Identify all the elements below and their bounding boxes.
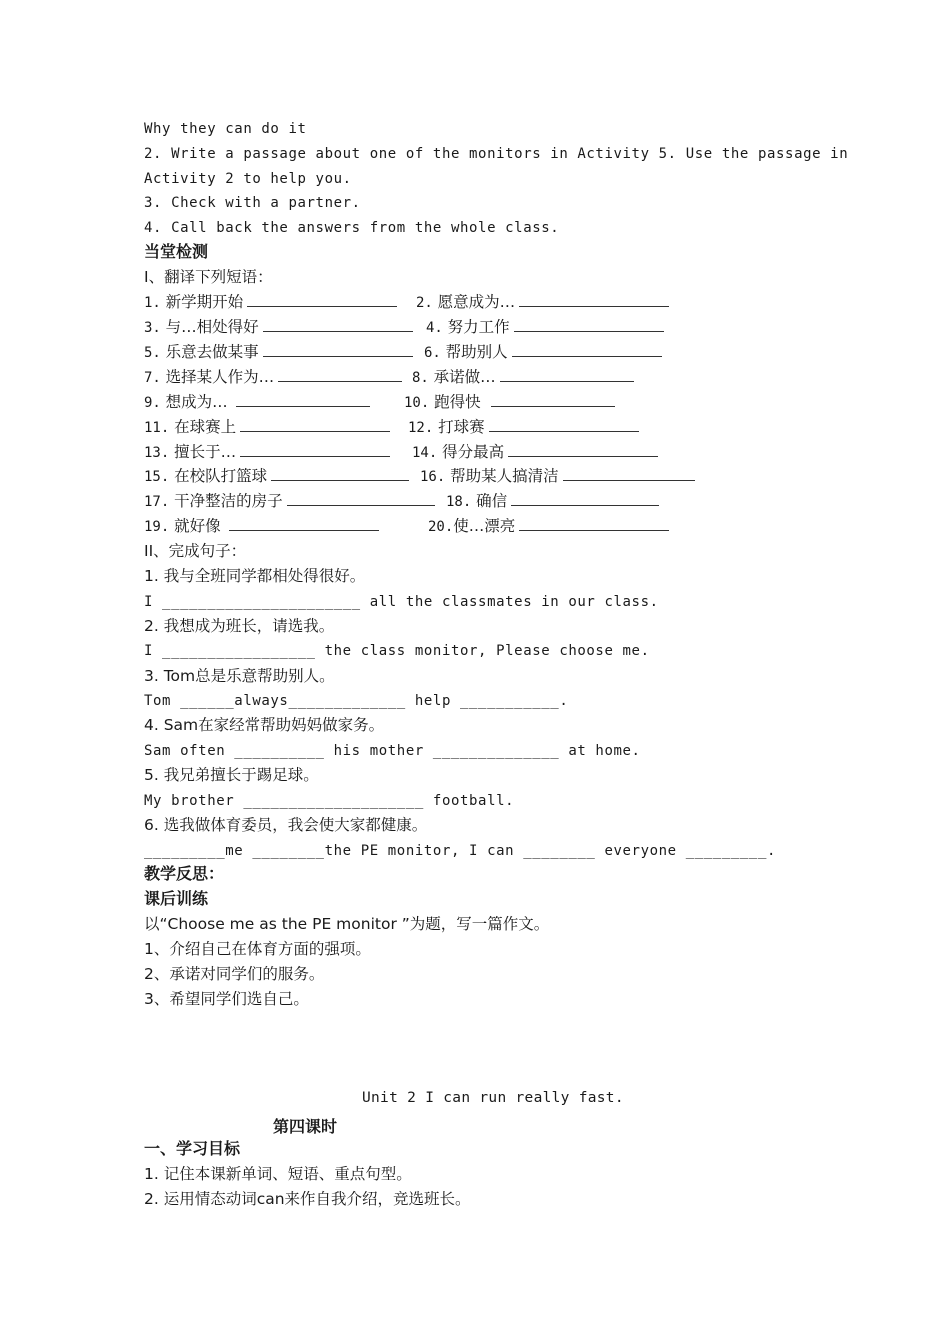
answer-blank[interactable]	[491, 392, 615, 407]
goal-item: 2. 运用情态动词can来作自我介绍，竞选班长。	[144, 1190, 471, 1208]
intro-line-3: Activity 2 to help you.	[144, 171, 352, 187]
unit-title: Unit 2 I can run really fast.	[362, 1090, 624, 1106]
answer-blank[interactable]	[508, 442, 658, 457]
answer-blank[interactable]	[229, 516, 379, 531]
reflection-heading: 教学反思：	[144, 864, 225, 883]
part2-title: II、完成句子：	[144, 542, 247, 560]
phrase-item: 15. 在校队打篮球	[144, 466, 409, 487]
goals-heading: 一、学习目标	[144, 1139, 241, 1158]
sentence-cn: 2. 我想成为班长，请选我。	[144, 617, 335, 635]
test-heading: 当堂检测	[144, 242, 209, 261]
answer-blank[interactable]	[563, 466, 695, 481]
answer-blank[interactable]	[263, 342, 413, 357]
answer-blank[interactable]	[489, 417, 639, 432]
answer-blank[interactable]	[240, 442, 390, 457]
answer-blank[interactable]	[514, 317, 664, 332]
sentence-en[interactable]: Tom ______always_____________ help ___________.	[144, 693, 569, 709]
phrase-item: 14. 得分最高	[412, 442, 658, 463]
answer-blank[interactable]	[519, 516, 669, 531]
goal-item: 1. 记住本课新单词、短语、重点句型。	[144, 1165, 412, 1183]
homework-prompt: 以“Choose me as the PE monitor ”为题，写一篇作文。	[144, 915, 550, 933]
phrase-item: 13. 擅长于…	[144, 442, 390, 463]
homework-item: 3、希望同学们选自己。	[144, 990, 309, 1008]
phrase-item: 9. 想成为…	[144, 392, 370, 413]
sentence-cn: 4. Sam在家经常帮助妈妈做家务。	[144, 716, 385, 734]
sentence-en[interactable]: I ______________________ all the classmates in our class.	[144, 594, 659, 610]
phrase-item: 17. 干净整洁的房子	[144, 491, 435, 512]
homework-heading: 课后训练	[144, 889, 209, 908]
sentence-cn: 1. 我与全班同学都相处得很好。	[144, 567, 366, 585]
answer-blank[interactable]	[500, 367, 634, 382]
sentence-en[interactable]: I _________________ the class monitor, Please choose me.	[144, 643, 650, 659]
phrase-item: 10. 跑得快	[404, 392, 615, 413]
homework-item: 2、承诺对同学们的服务。	[144, 965, 325, 983]
phrase-item: 7. 选择某人作为…	[144, 367, 402, 388]
phrase-item: 18. 确信	[446, 491, 659, 512]
answer-blank[interactable]	[287, 491, 435, 506]
lesson-title: 第四课时	[273, 1117, 338, 1136]
sentence-cn: 3. Tom总是乐意帮助别人。	[144, 667, 335, 685]
phrase-item: 12. 打球赛	[408, 417, 639, 438]
phrase-item: 6. 帮助别人	[424, 342, 662, 363]
intro-line-4: 3. Check with a partner.	[144, 195, 361, 211]
answer-blank[interactable]	[263, 317, 413, 332]
phrase-item: 5. 乐意去做某事	[144, 342, 413, 363]
answer-blank[interactable]	[278, 367, 402, 382]
phrase-item: 1. 新学期开始	[144, 292, 397, 313]
answer-blank[interactable]	[519, 292, 669, 307]
phrase-item: 2. 愿意成为…	[416, 292, 669, 313]
answer-blank[interactable]	[512, 342, 662, 357]
phrase-item: 8. 承诺做…	[412, 367, 634, 388]
sentence-cn: 6. 选我做体育委员，我会使大家都健康。	[144, 816, 428, 834]
sentence-en[interactable]: Sam often __________ his mother ______________ at home.	[144, 743, 641, 759]
sentence-cn: 5. 我兄弟擅长于踢足球。	[144, 766, 319, 784]
answer-blank[interactable]	[511, 491, 659, 506]
intro-line-1: Why they can do it	[144, 121, 307, 137]
sentence-en[interactable]: My brother ____________________ football.	[144, 793, 515, 809]
answer-blank[interactable]	[236, 392, 370, 407]
sentence-en[interactable]: _________me ________the PE monitor, I can ________ everyone _________.	[144, 843, 777, 859]
phrase-item: 19. 就好像	[144, 516, 379, 537]
intro-line-5: 4. Call back the answers from the whole class.	[144, 220, 560, 236]
phrase-item: 16. 帮助某人搞清洁	[420, 466, 695, 487]
answer-blank[interactable]	[240, 417, 390, 432]
phrase-item: 3. 与…相处得好	[144, 317, 413, 338]
phrase-item: 4. 努力工作	[426, 317, 664, 338]
answer-blank[interactable]	[271, 466, 409, 481]
homework-item: 1、介绍自己在体育方面的强项。	[144, 940, 371, 958]
phrase-item: 20.使…漂亮	[428, 516, 669, 537]
phrase-item: 11. 在球赛上	[144, 417, 390, 438]
part1-title: I、翻译下列短语：	[144, 268, 273, 286]
intro-line-2: 2. Write a passage about one of the monitors in Activity 5. Use the passage in	[144, 146, 849, 162]
answer-blank[interactable]	[247, 292, 397, 307]
